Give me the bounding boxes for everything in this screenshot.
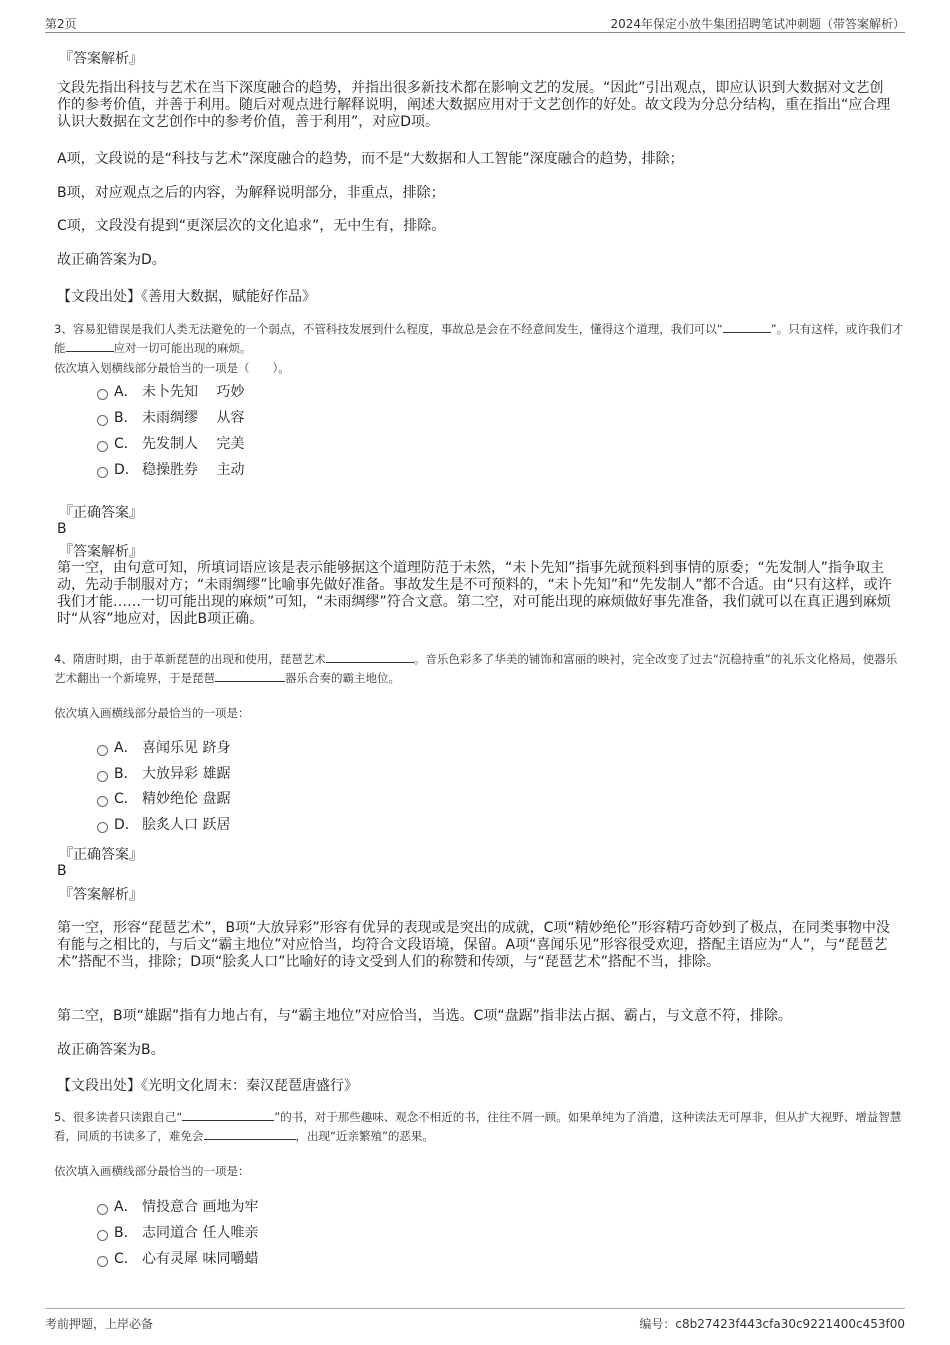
stem-text: 。音乐色彩多了华美的铺饰和富丽的映衬，完全改变了过去“沉稳持重”的礼乐文化格局，使器乐艺术翻出一个新境界，于是琵琶 (54, 652, 898, 685)
analysis-option-b: B项，对应观点之后的内容，为解释说明部分，非重点，排除； (57, 185, 445, 201)
option-letter: A． (114, 1199, 138, 1215)
radio-button-icon[interactable] (97, 467, 108, 478)
radio-button-icon[interactable] (97, 1230, 108, 1241)
analysis-paragraph: 第二空，B项“雄踞”指有力地占有，与“霸主地位”对应恰当，当选。C项“盘踞”指非法占据、霸占，与文意不符，排除。 (57, 1008, 792, 1024)
footer-slogan: 考前押题，上岸必备 (45, 1317, 154, 1331)
radio-button-icon[interactable] (97, 1204, 108, 1215)
option-text: 脍炙人口 跃居 (142, 817, 231, 833)
radio-button-icon[interactable] (97, 822, 108, 833)
analysis-heading: 『答案解析』 (59, 887, 143, 903)
option-letter: A． (114, 740, 138, 756)
radio-button-icon[interactable] (97, 415, 108, 426)
fill-blank (326, 651, 414, 663)
stem-text: 5、很多读者只读跟自己“ (54, 1110, 183, 1124)
option-letter: D． (114, 462, 139, 478)
option-letter: C． (114, 791, 138, 807)
correct-answer: B (57, 863, 67, 879)
page-number: 第2页 (45, 17, 77, 31)
option-a[interactable] (97, 1197, 258, 1217)
correct-answer: B (57, 521, 67, 537)
analysis-heading: 『答案解析』 (59, 51, 143, 67)
radio-button-icon[interactable] (97, 1256, 108, 1267)
answer-conclusion: 故正确答案为D。 (57, 252, 166, 268)
option-b[interactable] (97, 764, 230, 784)
option-letter: C． (114, 1251, 138, 1267)
fill-blank (215, 670, 285, 682)
option-text: 未雨绸缪 从容 (142, 410, 245, 426)
option-letter: B． (114, 766, 138, 782)
stem-text: 器乐合奏的霸主地位。 (285, 671, 400, 685)
option-b[interactable] (97, 1223, 258, 1243)
analysis-option-a: A项，文段说的是“科技与艺术”深度融合的趋势，而不是“大数据和人工智能”深度融合的趋势，排除； (57, 151, 684, 167)
analysis-paragraph: 文段先指出科技与艺术在当下深度融合的趋势，并指出很多新技术都在影响文艺的发展。“因此”引出观点，即应认识到大数据对文艺创作的参考价值，并善于利用。随后对观点进行解释说明，阐述大数据应用对于文艺创作的好处。故文段为分总分结构，重在指出“应合理认识大数据在文艺创作中的参考价值，善于利用”，对应D项。 (57, 80, 891, 130)
option-d[interactable] (97, 815, 230, 835)
stem-text: 4、隋唐时期，由于革新琵琶的出现和使用，琵琶艺术 (54, 652, 326, 666)
analysis-paragraph: 第一空，由句意可知，所填词语应该是表示能够据这个道理防范于未然，“未卜先知”指事先就预料到事情的原委；“先发制人”指争取主动，先动手制服对方；“未雨绸缪”比喻事先做好准备。事故发生是不可预料的，“未卜先知”和“先发制人”都不合适。由“只有这样，或许我们才能……一切可能出现的麻烦”可知，“未雨绸缪”符合文意。第二空，对可能出现的麻烦做好事先准备，我们就可以在真正遇到麻烦时“从容”地应对，因此B项正确。 (57, 560, 892, 627)
stem-text: 3、容易犯错误是我们人类无法避免的一个弱点，不管科技发展到什么程度，事故总是会在不经意间发生，懂得这个道理，我们可以“ (54, 322, 723, 336)
stem-text: 应对一切可能出现的麻烦。 (113, 341, 252, 355)
option-c[interactable] (97, 434, 244, 454)
option-text: 喜闻乐见 跻身 (142, 740, 231, 756)
option-d[interactable] (97, 460, 244, 480)
question-stem (54, 650, 904, 688)
question-instruction: 依次填入画横线部分最恰当的一项是： (54, 706, 250, 720)
option-text: 稳操胜券 主动 (142, 462, 245, 478)
fill-blank (204, 1128, 296, 1140)
radio-button-icon[interactable] (97, 771, 108, 782)
option-text: 先发制人 完美 (142, 436, 245, 452)
option-letter: A． (114, 384, 138, 400)
analysis-option-c: C项，文段没有提到“更深层次的文化追求”，无中生有，排除。 (57, 218, 446, 234)
option-c[interactable] (97, 1249, 258, 1269)
analysis-paragraph: 第一空，形容“琵琶艺术”，B项“大放异彩”形容有优异的表现或是突出的成就，C项“精妙绝伦”形容精巧奇妙到了极点，在同类事物中没有能与之相比的，与后文“霸主地位”对应恰当，均符合文段语境，保留。A项“喜闻乐见”形容很受欢迎，搭配主语应为“人”，与“琵琶艺术”搭配不当，排除；D项“脍炙人口”比喻好的诗文受到人们的称赞和传颂，与“琵琶艺术”搭配不当，排除。 (57, 920, 890, 970)
option-b[interactable] (97, 408, 244, 428)
radio-button-icon[interactable] (97, 441, 108, 452)
radio-button-icon[interactable] (97, 745, 108, 756)
document-title: 2024年保定小放牛集团招聘笔试冲刺题（带答案解析） (610, 17, 905, 31)
passage-source: 【文段出处】《光明文化周末：秦汉琵琶唐盛行》 (57, 1078, 358, 1094)
document-code: 编号：c8b27423f443cfa30c9221400c453f00 (639, 1317, 905, 1331)
page-header (45, 12, 905, 33)
radio-button-icon[interactable] (97, 796, 108, 807)
option-letter: B． (114, 1225, 138, 1241)
option-a[interactable] (97, 738, 230, 758)
option-a[interactable] (97, 382, 244, 402)
option-text: 未卜先知 巧妙 (142, 384, 245, 400)
option-text: 情投意合 画地为牢 (142, 1199, 259, 1215)
question-stem (54, 1108, 904, 1146)
question-stem (54, 320, 904, 358)
correct-answer-heading: 『正确答案』 (59, 847, 143, 863)
analysis-heading: 『答案解析』 (59, 544, 143, 560)
option-text: 志同道合 任人唯亲 (142, 1225, 259, 1241)
option-letter: D． (114, 817, 139, 833)
option-text: 精妙绝伦 盘踞 (142, 791, 231, 807)
page-footer (45, 1308, 905, 1335)
answer-conclusion: 故正确答案为B。 (57, 1042, 165, 1058)
stem-text: ”的书，对于那些趣味、观念不相近的书，往往不屑一顾。如果单纯为了消遣，这种读法无可厚非，但从扩大视野、增益智慧看，同质的书读多了，难免会 (54, 1110, 902, 1143)
stem-text: ”。只有这样，或许我们才能 (54, 322, 904, 355)
radio-button-icon[interactable] (97, 389, 108, 400)
question-instruction: 依次填入画横线部分最恰当的一项是： (54, 1164, 250, 1178)
passage-source: 【文段出处】《善用大数据，赋能好作品》 (57, 289, 316, 305)
option-letter: C． (114, 436, 138, 452)
correct-answer-heading: 『正确答案』 (59, 505, 143, 521)
option-text: 大放异彩 雄踞 (142, 766, 231, 782)
option-c[interactable] (97, 789, 230, 809)
fill-blank (182, 1109, 274, 1121)
fill-blank (723, 321, 771, 333)
question-instruction: 依次填入划横线部分最恰当的一项是（ ）。 (54, 361, 290, 375)
fill-blank (66, 340, 114, 352)
option-text: 心有灵犀 味同嚼蜡 (142, 1251, 259, 1267)
stem-text: ，出现“近亲繁殖”的恶果。 (295, 1129, 434, 1143)
option-letter: B． (114, 410, 138, 426)
